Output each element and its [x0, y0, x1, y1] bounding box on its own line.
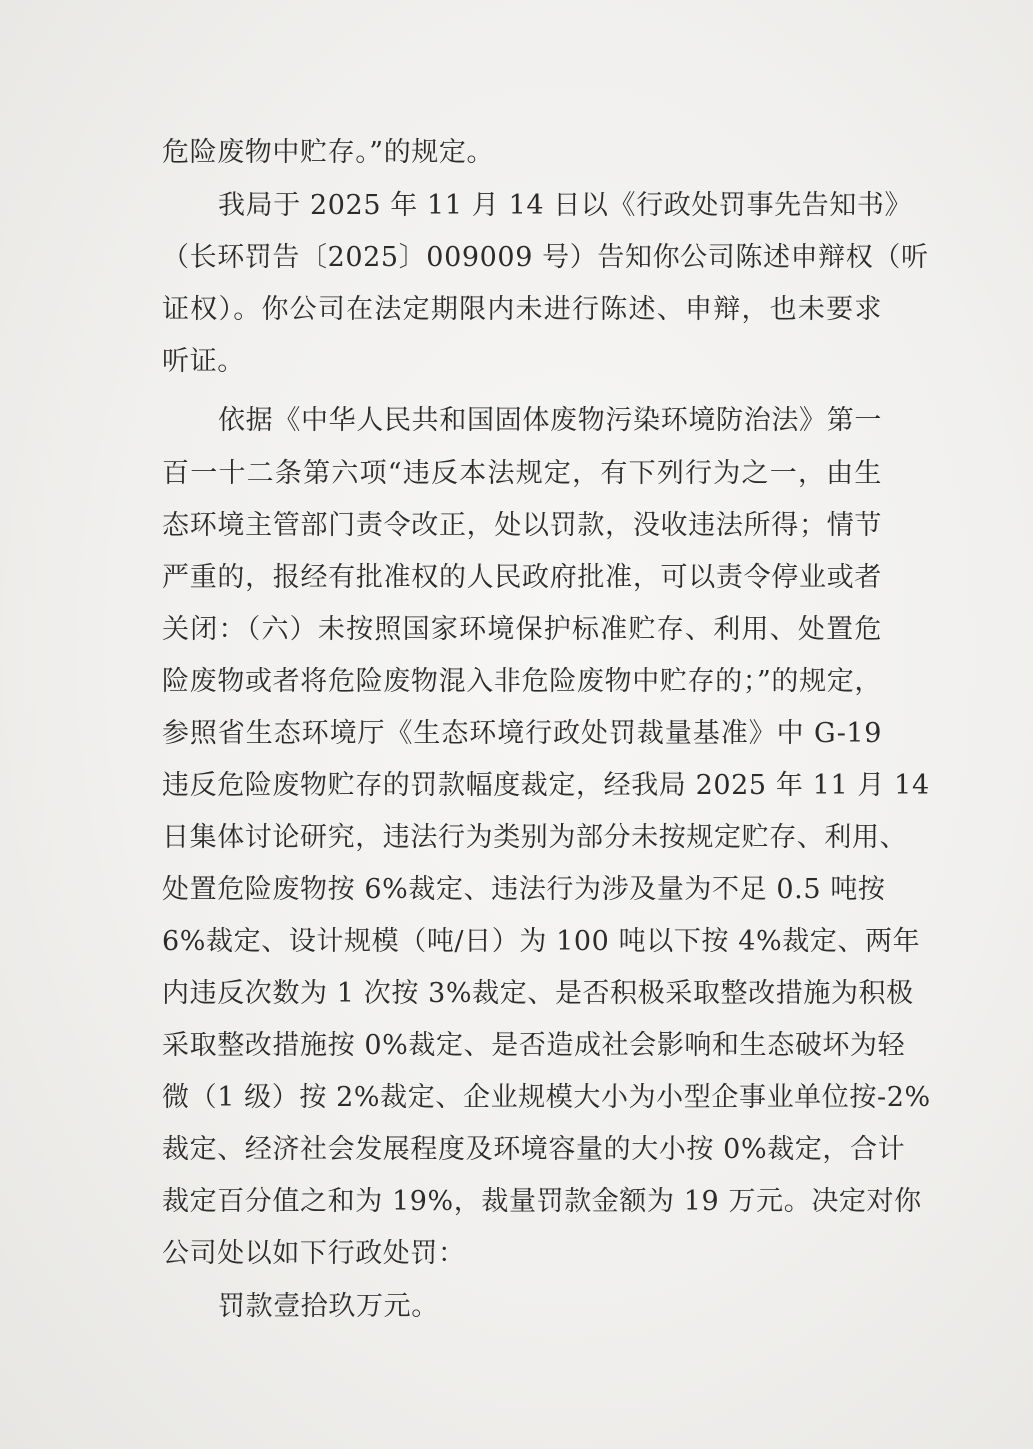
text-line: 内违反次数为 1 次按 3%裁定、是否积极采取整改措施为积极	[162, 978, 914, 1009]
text-line: 严重的，报经有批准权的人民政府批准，可以责令停业或者	[162, 562, 882, 593]
text-line: 处置危险废物按 6%裁定、违法行为涉及量为不足 0.5 吨按	[162, 874, 886, 905]
text-line: 微（1 级）按 2%裁定、企业规模大小为小型企事业单位按-2%	[162, 1082, 931, 1113]
text-line: 依据《中华人民共和国固体废物污染环境防治法》第一	[218, 405, 882, 436]
text-line: 危险废物中贮存。”的规定。	[162, 137, 495, 168]
text-line: 6%裁定、设计规模（吨/日）为 100 吨以下按 4%裁定、两年	[162, 926, 921, 957]
text-line: 态环境主管部门责令改正，处以罚款，没收违法所得；情节	[162, 510, 882, 541]
text-line: 罚款壹拾玖万元。	[218, 1291, 439, 1322]
text-line: 险废物或者将危险废物混入非危险废物中贮存的；”的规定，	[162, 666, 882, 697]
text-line: 裁定百分值之和为 19%，裁量罚款金额为 19 万元。决定对你	[162, 1186, 922, 1217]
text-line: 听证。	[162, 346, 245, 377]
text-line: （长环罚告〔2025〕009009 号）告知你公司陈述申辩权（听	[162, 242, 929, 273]
text-line: 公司处以如下行政处罚：	[162, 1238, 466, 1269]
text-line: 我局于 2025 年 11 月 14 日以《行政处罚事先告知书》	[218, 190, 913, 221]
text-line: 违反危险废物贮存的罚款幅度裁定，经我局 2025 年 11 月 14	[162, 770, 930, 801]
text-line: 关闭：（六）未按照国家环境保护标准贮存、利用、处置危	[162, 614, 882, 645]
text-line: 百一十二条第六项“违反本法规定，有下列行为之一，由生	[162, 458, 882, 489]
text-line: 参照省生态环境厅《生态环境行政处罚裁量基准》中 G-19	[162, 718, 882, 749]
text-line: 证权）。你公司在法定期限内未进行陈述、申辩，也未要求	[162, 294, 882, 325]
text-line: 采取整改措施按 0%裁定、是否造成社会影响和生态破坏为轻	[162, 1030, 906, 1061]
text-line: 裁定、经济社会发展程度及环境容量的大小按 0%裁定，合计	[162, 1134, 906, 1165]
text-line: 日集体讨论研究，违法行为类别为部分未按规定贮存、利用、	[162, 822, 908, 853]
